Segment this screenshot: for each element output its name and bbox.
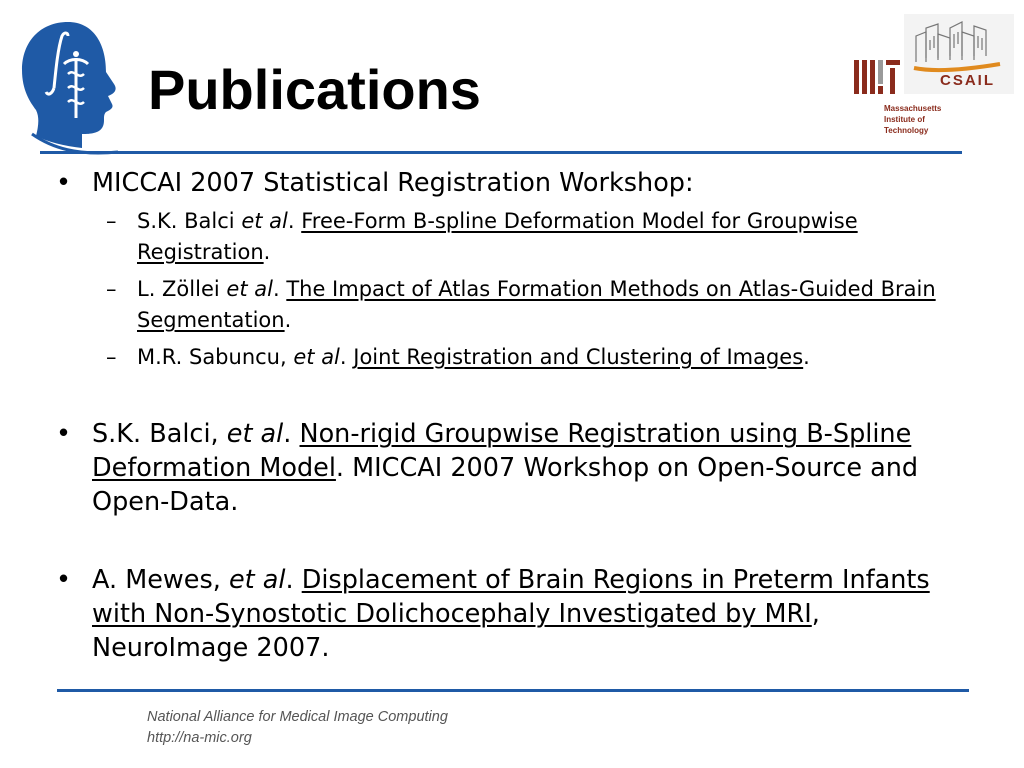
et-al: et al [241,209,288,233]
et-al: et al [226,419,284,449]
citation-authors: A. Mewes, [92,565,221,595]
citation-separator: . [285,565,302,595]
sub-list-item [52,206,972,268]
citation-authors: S.K. Balci, [92,419,219,449]
et-al: et al [293,345,340,369]
paper-title-link[interactable]: The Impact of Atlas Formation Methods on Atlas-Guided Brain Segmentation [137,277,936,332]
footer-divider [57,689,969,692]
sub-list-item [52,274,972,336]
dash-marker: – [106,345,117,369]
dash-marker: – [106,277,117,301]
list-item [52,563,972,665]
et-al: et al [226,277,273,301]
citation-tail: . [284,308,292,332]
paper-title-link[interactable]: Displacement of Brain Regions in Preterm Infants with Non-Synostotic Dolichocephaly Investigated by MRI [92,565,930,629]
citation-tail: . MICCAI 2007 Workshop on Open-Source and Open-Data. [92,453,919,517]
dash-marker: – [106,209,117,233]
citation-tail: , NeuroImage 2007. [92,599,820,663]
footer-org: National Alliance for Medical Image Computing [147,709,448,725]
citation-authors: M.R. Sabuncu, [137,345,287,369]
citation-tail: . [803,345,810,369]
bullet-dot: • [56,565,72,595]
paper-title-link[interactable]: Free-Form B-spline Deformation Model for Groupwise Registration [137,209,858,264]
citation-authors: L. Zöllei [137,277,220,301]
na-mic-head-logo [18,18,124,156]
citation-tail: . [263,240,271,264]
publication-list [52,166,972,665]
bullet-dot: • [56,168,72,198]
list-item [52,417,972,519]
citation-authors: S.K. Balci [137,209,235,233]
footer [147,707,448,749]
paper-title-link[interactable]: Non-rigid Groupwise Registration using B-Spline Deformation Model [92,419,912,483]
paper-title-link[interactable]: Joint Registration and Clustering of Images [353,345,804,369]
csail-label: CSAIL [940,72,995,89]
et-al: et al [228,565,286,595]
list-item [52,166,972,200]
sub-list-item [52,342,972,373]
citation-separator: . [283,419,300,449]
citation-separator: . [339,345,354,369]
page-title: Publications [148,58,481,121]
footer-url[interactable]: http://na-mic.org [147,730,252,746]
mit-name-text: Massachusetts Institute of Technology [884,104,942,135]
bullet-text: MICCAI 2007 Statistical Registration Workshop: [92,168,694,198]
mit-logo [854,60,900,94]
title-divider [40,151,962,154]
bullet-dot: • [56,419,72,449]
citation-separator: . [272,277,287,301]
citation-separator: . [287,209,302,233]
